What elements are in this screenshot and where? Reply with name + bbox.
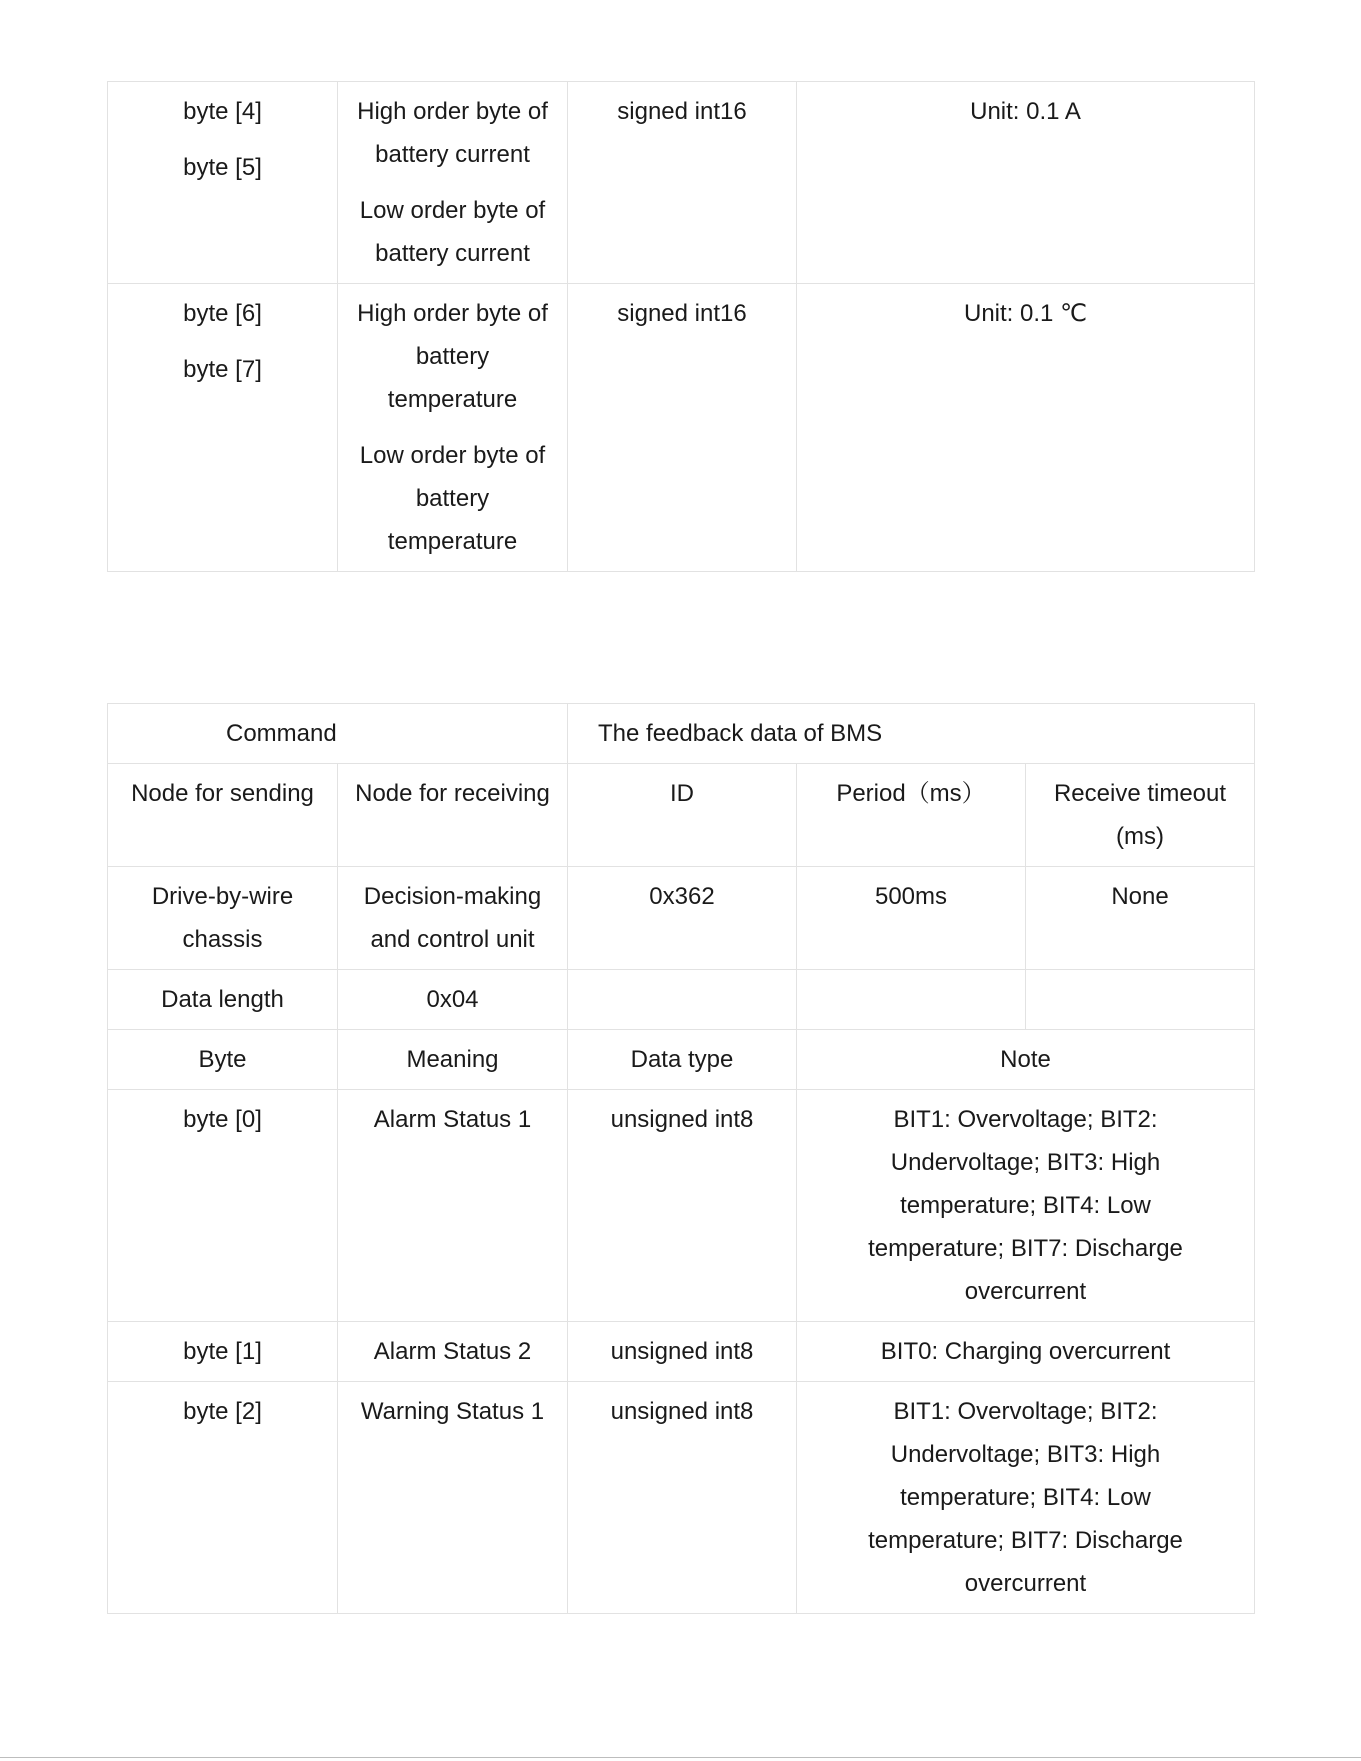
meaning-text: High order byte of battery current: [357, 98, 548, 168]
meaning-cell: Alarm Status 1: [338, 1090, 568, 1322]
info-row: [108, 867, 1255, 970]
meaning-cell: [338, 284, 568, 572]
node-receiving-header: Node for receiving: [338, 764, 568, 867]
node-sending-value: Drive-by-wire chassis: [108, 867, 338, 970]
timeout-header: Receive timeout (ms): [1026, 764, 1255, 867]
meaning-cell: Alarm Status 2: [338, 1322, 568, 1382]
command-value: The feedback data of BMS: [568, 704, 1255, 764]
byte-cell: byte [1]: [108, 1322, 338, 1382]
id-value: 0x362: [568, 867, 797, 970]
table-row: [108, 1322, 1255, 1382]
meaning-cell: Warning Status 1: [338, 1382, 568, 1614]
data-length-row: [108, 970, 1255, 1030]
note-cell: BIT0: Charging overcurrent: [797, 1322, 1255, 1382]
byte-cell: [108, 82, 338, 284]
meaning-text: High order byte of battery temperature: [357, 300, 548, 413]
column-header-row: [108, 1030, 1255, 1090]
timeout-value: None: [1026, 867, 1255, 970]
data-length-label: Data length: [108, 970, 338, 1030]
empty-cell: [1026, 970, 1255, 1030]
data-type-cell: signed int16: [568, 284, 797, 572]
note-cell: Unit: 0.1 ℃: [797, 284, 1255, 572]
byte-label: byte [5]: [183, 154, 262, 181]
byte-label: byte [4]: [183, 98, 262, 125]
table-row: [108, 1382, 1255, 1614]
table-row: [108, 284, 1255, 572]
byte-label: byte [6]: [183, 300, 262, 327]
table-row: [108, 1090, 1255, 1322]
header-row: [108, 764, 1255, 867]
byte-column-header: Byte: [108, 1030, 338, 1090]
battery-data-table: [107, 81, 1255, 572]
meaning-text: Low order byte of battery current: [359, 197, 546, 267]
empty-cell: [568, 970, 797, 1030]
command-label: Command: [108, 704, 568, 764]
note-cell: BIT1: Overvoltage; BIT2: Undervoltage; BIT3: High temperature; BIT4: Low temperature; BIT7: Discharge overcurrent: [797, 1382, 1255, 1614]
period-value: 500ms: [797, 867, 1026, 970]
meaning-cell: [338, 82, 568, 284]
data-type-cell: signed int16: [568, 82, 797, 284]
note-cell: Unit: 0.1 A: [797, 82, 1255, 284]
command-row: [108, 704, 1255, 764]
data-type-cell: unsigned int8: [568, 1382, 797, 1614]
bms-feedback-table: [107, 703, 1255, 1614]
byte-cell: byte [0]: [108, 1090, 338, 1322]
byte-cell: [108, 284, 338, 572]
id-header: ID: [568, 764, 797, 867]
empty-cell: [797, 970, 1026, 1030]
table-row: [108, 82, 1255, 284]
meaning-column-header: Meaning: [338, 1030, 568, 1090]
byte-cell: byte [2]: [108, 1382, 338, 1614]
byte-label: byte [7]: [183, 356, 262, 383]
note-column-header: Note: [797, 1030, 1255, 1090]
node-receiving-value: Decision-making and control unit: [338, 867, 568, 970]
data-type-cell: unsigned int8: [568, 1090, 797, 1322]
period-header: Period（ms）: [797, 764, 1026, 867]
node-sending-header: Node for sending: [108, 764, 338, 867]
data-length-value: 0x04: [338, 970, 568, 1030]
page-bottom-divider: [0, 1757, 1361, 1758]
type-column-header: Data type: [568, 1030, 797, 1090]
meaning-text: Low order byte of battery temperature: [359, 442, 546, 555]
data-type-cell: unsigned int8: [568, 1322, 797, 1382]
note-cell: BIT1: Overvoltage; BIT2: Undervoltage; BIT3: High temperature; BIT4: Low temperature; BIT7: Discharge overcurrent: [797, 1090, 1255, 1322]
